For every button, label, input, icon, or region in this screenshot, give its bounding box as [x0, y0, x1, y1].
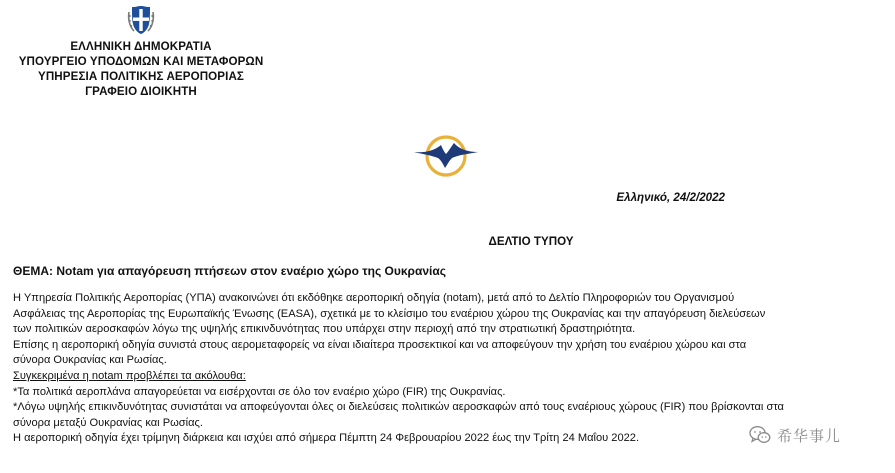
paragraph-line: σύνορα Ουκρανίας και Ρωσίας. — [13, 354, 167, 367]
letterhead-line-ministry: ΥΠΟΥΡΓΕΙΟ ΥΠΟΔΟΜΩΝ ΚΑΙ ΜΕΤΑΦΟΡΩΝ — [18, 55, 264, 68]
letterhead-line-republic: ΕΛΛΗΝΙΚΗ ΔΗΜΟΚΡΑΤΙΑ — [70, 40, 212, 53]
document-date: Ελληνικό, 24/2/2022 — [616, 191, 725, 204]
letterhead-line-agency: ΥΠΗΡΕΣΙΑ ΠΟΛΙΤΙΚΗΣ ΑΕΡΟΠΟΡΙΑΣ — [38, 70, 244, 83]
validity-statement: Η αεροπορική οδηγία έχει τρίμηνη διάρκεια και ισχύει από σήμερα Πέμπτη 24 Φεβρουαρίου 2022 έως την Τρίτη 24 Μαΐου 2022. — [13, 432, 640, 445]
provision-item: *Τα πολιτικά αεροπλάνα απαγορεύεται να εισέρχονται σε όλο τον εναέριο χώρο (FIR) της Ουκρανίας. — [13, 385, 506, 398]
provision-item: *Λόγω υψηλής επικινδυνότητας συνιστάται να αποφεύγονται όλες οι διελεύσεις πολιτικών αεροσκαφών από τους εναέριους χώρους (FIR) που βρίσκονται στα — [13, 401, 784, 414]
letterhead-line-office: ΓΡΑΦΕΙΟ ΔΙΟΙΚΗΤΗ — [85, 85, 197, 98]
wechat-icon — [749, 425, 771, 445]
press-release-title: ΔΕΛΤΙΟ ΤΥΠΟΥ — [488, 235, 574, 248]
paragraph-line: Ασφάλειας της Αεροπορίας της Ευρωπαϊκής Ένωσης (EASA), σχετικά με το κλείσιμο του εναέριου χώρου της Ουκρανίας και την απαγόρευση διελεύσεων — [13, 307, 766, 320]
hcaa-seagull-logo-icon — [412, 130, 480, 178]
paragraph-line: των πολιτικών αεροσκαφών λόγω της υψηλής επικινδυνότητας που υπάρχει στην περιοχή από την στρατιωτική δραστηριότητα. — [13, 323, 636, 336]
subject-line: ΘΕΜΑ: Notam για απαγόρευση πτήσεων στον εναέριο χώρο της Ουκρανίας — [13, 264, 446, 278]
provision-item-continuation: σύνορα μεταξύ Ουκρανίας και Ρωσίας. — [13, 416, 203, 429]
provisions-heading: Συγκεκριμένα η notam προβλέπει τα ακόλουθα: — [13, 369, 246, 382]
press-release-body — [13, 291, 873, 447]
watermark — [745, 422, 845, 448]
paragraph-line: Η Υπηρεσία Πολιτικής Αεροπορίας (ΥΠΑ) ανακοινώνει ότι εκδόθηκε αεροπορική οδηγία (notam), μετά από το Δελτίο Πληροφοριών του Οργανισμού — [13, 292, 735, 304]
paragraph-line: Επίσης η αεροπορική οδηγία συνιστά στους αερομεταφορείς να είναι ιδιαίτερα προσεκτικοί και να αποφεύγουν την χρήση του εναέριου χώρου και στα — [13, 338, 747, 351]
letterhead — [0, 39, 282, 99]
greek-coat-of-arms-icon — [126, 4, 156, 36]
watermark-text: 希华事儿 — [777, 426, 842, 445]
